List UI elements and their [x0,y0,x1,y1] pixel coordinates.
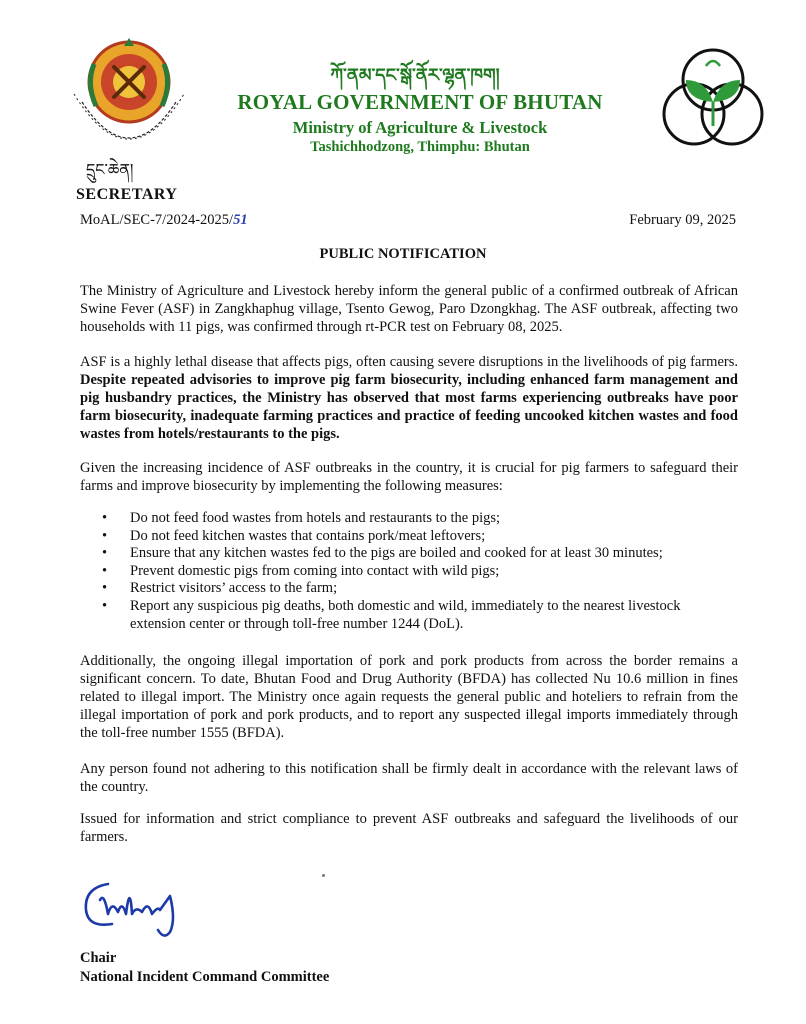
signatory-committee: National Incident Command Committee [80,969,330,985]
royal-emblem-icon [64,24,194,164]
ministry-location: Tashichhodzong, Thimphu: Bhutan [310,139,530,155]
measure-text: Restrict visitors’ access to the farm; [130,580,338,597]
bullet-icon: • [102,510,108,526]
notification-date: February 09, 2025 [629,212,736,228]
measure-text: Prevent domestic pigs from coming into contact with wild pigs; [130,562,500,579]
bullet-icon: • [102,580,108,597]
paragraph-enforcement: Any person found not adhering to this notification shall be firmly dealt in accordance with the relevant laws of the country. [80,761,738,795]
secretary-label: SECRETARY [76,186,178,203]
paragraph-measures-intro: Given the increasing incidence of ASF outbreaks in the country, it is crucial for pig farmers to safeguard their farms and improve biosecurity by implementing the following measures: [80,460,738,494]
ministry-name: Ministry of Agriculture & Livestock [292,118,548,137]
bullet-icon: • [102,562,108,579]
paragraph-compliance: Issued for information and strict compliance to prevent ASF outbreaks and safeguard the livelihoods of our farmers. [80,811,738,845]
signature [78,870,208,940]
paragraph-asf-impact-text: ASF is a highly lethal disease that affects pigs, often causing severe disruptions in the livelihoods of pig farmers. [80,354,738,370]
paragraph-asf-impact-emphasis: Despite repeated advisories to improve pig farm biosecurity, including enhanced farm management and pig husbandry practices, the Ministry has observed that most farms experiencing outbreaks have poor farm biosecurity, inadequate farming practices and practice of feeding uncooked kitchen wastes and food wastes from hotels/restaurants to the pigs. [80,372,738,442]
ink-dot [322,874,325,877]
list-item [80,598,738,633]
list-item [80,510,738,528]
list-item [80,528,738,546]
reference-number [80,212,248,229]
paragraph-illegal-import: Additionally, the ongoing illegal importation of pork and pork products from across the border remains a significant concern. To date, Bhutan Food and Drug Authority (BFDA) has collected Nu 10.6 million in fines related to illegal import. The Ministry once again requests the general public and hoteliers to refrain from the illegal importation of pork and pork products, and to report any suspected illegal imports immediately through the toll-free number 1555 (BFDA). [80,653,738,741]
paragraph-asf-impact [80,353,738,443]
paragraph-outbreak: The Ministry of Agriculture and Livestock hereby inform the general public of a confirmed outbreak of African Swine Fever (ASF) in Zangkhaphug village, Tsento Gewog, Paro Dzongkhag. The ASF outbreak, affecting two households with 11 pigs, was confirmed through rt-PCR test on February 08, 2025. [80,283,738,335]
bullet-icon: • [102,597,108,614]
reference-number-suffix: 51 [233,212,248,228]
dzongkha-title: ཀོ་ནམ་དང་སྒོ་ནོར་ལྷན་ཁག། [330,65,500,86]
measure-text: Do not feed kitchen wastes that contains pork/meat leftovers; [130,527,486,544]
dzongkha-secretary: དྲུང་ཆེན། [86,160,134,179]
government-heading: ROYAL GOVERNMENT OF BHUTAN [237,90,603,114]
list-item [80,563,738,581]
signatory-role: Chair [80,950,117,966]
bullet-icon: • [102,527,108,544]
list-item [80,545,738,563]
reference-number-prefix: MoAL/SEC-7/2024-2025/ [80,212,234,228]
document-title: PUBLIC NOTIFICATION [319,246,487,262]
list-item [80,580,738,598]
measure-text: Report any suspicious pig deaths, both domestic and wild, immediately to the nearest livestock extension center or through toll-free number 1244 (DoL). [130,597,681,632]
measures-list [80,510,738,633]
measure-text: Do not feed food wastes from hotels and restaurants to the pigs; [130,510,501,526]
ministry-logo-icon [656,30,770,148]
bullet-icon: • [102,545,108,562]
measure-text: Ensure that any kitchen wastes fed to the pigs are boiled and cooked for at least 30 minutes; [130,545,663,562]
